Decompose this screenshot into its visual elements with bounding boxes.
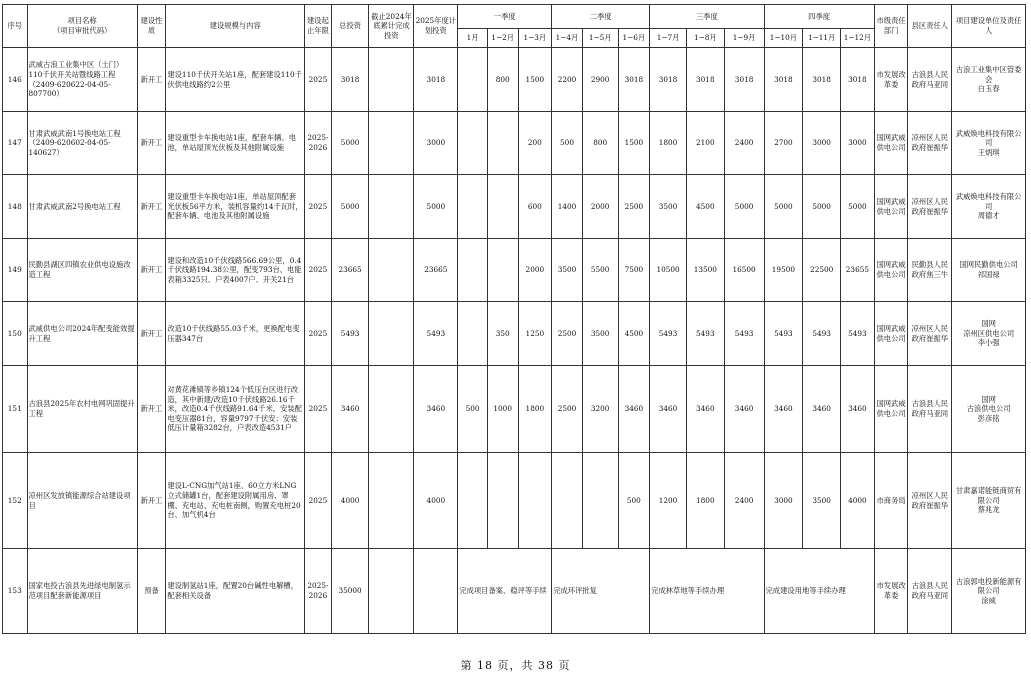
header-seq: 序号 [3,5,28,48]
header-month: 1−7月 [650,29,687,48]
row-project-name: 甘肃武威武南1号换电站工程（2409-620602-04-05-140627） [27,112,137,175]
row-month-value: 2500 [618,175,650,239]
row-month-value: 1200 [650,453,687,549]
row-cum2024 [369,112,414,175]
row-period: 2025 [305,48,332,112]
row-content: 建设L-CNG加气站1座、60立方米LNG立式储罐1台，配套建设附属用房、罩棚、充电站、充电桩南侧，购置充电桩20台、加气机4台 [166,453,305,549]
row-q1-text: 完成项目备案、稳评等手续 [458,549,552,634]
row-project-name: 甘肃武威武南2号换电站工程 [27,175,137,239]
header-dept: 市级责任部门 [874,5,908,48]
row-plan2025: 3000 [414,112,458,175]
row-month-value: 5000 [764,175,803,239]
row-seq: 150 [3,302,28,366]
row-unit: 国网民勤供电公司 祁国禄 [952,239,1026,302]
row-period: 2025 [305,302,332,366]
row-month-value: 3018 [724,48,764,112]
row-month-value: 3500 [552,239,583,302]
row-nature: 预备 [137,549,166,634]
table-row [3,366,1026,453]
row-nature: 新开工 [137,112,166,175]
row-month-value: 500 [618,453,650,549]
row-dept: 市发展改革委 [874,549,908,634]
row-month-value: 4500 [686,175,724,239]
header-month: 1月 [458,29,488,48]
row-cum2024 [369,175,414,239]
row-project-name: 古浪县2025年农村电网巩固提升工程 [27,366,137,453]
row-month-value: 3460 [686,366,724,453]
row-plan2025 [414,549,458,634]
row-nature: 新开工 [137,48,166,112]
row-unit: 国网 古浪供电公司 彭彦铭 [952,366,1026,453]
row-total: 35000 [331,549,369,634]
row-content: 建设和改造10千伏线路566.69公里，0.4千伏线路194.38公里，配变793台、电能表箱3325只、户表4007户、开关21台 [166,239,305,302]
header-month: 1−10月 [764,29,803,48]
row-month-value: 4500 [618,302,650,366]
row-month-value [458,453,488,549]
row-county: 凉州区人民政府崔振华 [908,112,952,175]
row-nature: 新开工 [137,453,166,549]
row-period: 2025 [305,239,332,302]
row-unit: 武威焕电科技有限公司 周德才 [952,175,1026,239]
row-nature: 新开工 [137,175,166,239]
row-month-value [458,175,488,239]
row-month-value: 1500 [518,48,552,112]
header-county: 县区责任人 [908,5,952,48]
header-row-top [3,5,1026,29]
row-total: 4000 [331,453,369,549]
page-footer: 第 18 页，共 38 页 [460,659,571,672]
row-unit: 古浪工业集中区管委会 白玉春 [952,48,1026,112]
row-dept: 国网武威供电公司 [874,112,908,175]
row-seq: 148 [3,175,28,239]
row-month-value: 2900 [582,48,618,112]
row-project-name: 民勤县湖区四镇农业供电设施改造工程 [27,239,137,302]
table-row [3,302,1026,366]
row-month-value: 3018 [764,48,803,112]
row-content: 建设110千伏开关站1座，配套建设110千伏供电线路约2公里 [166,48,305,112]
row-month-value [458,239,488,302]
row-month-value: 500 [458,366,488,453]
header-q1: 一季度 [458,5,552,29]
row-project-name: 武威供电公司2024年配变能效提升工程 [27,302,137,366]
row-q4-text: 完成建设用地等手续办理 [764,549,874,634]
row-month-value: 3460 [724,366,764,453]
row-total: 5000 [331,175,369,239]
row-month-value: 800 [487,48,518,112]
header-month: 1−8月 [686,29,724,48]
table-row [3,239,1026,302]
row-plan2025: 5493 [414,302,458,366]
row-month-value: 3018 [686,48,724,112]
row-unit: 甘肃嘉诺能链商贸有限公司 蔡兆龙 [952,453,1026,549]
row-month-value: 7500 [618,239,650,302]
row-month-value [552,453,583,549]
row-month-value [487,112,518,175]
row-month-value: 16500 [724,239,764,302]
row-month-value: 5000 [724,175,764,239]
row-month-value: 5493 [650,302,687,366]
row-month-value: 5493 [724,302,764,366]
row-month-value [458,112,488,175]
table-body [3,48,1026,634]
row-dept: 国网武威供电公司 [874,239,908,302]
header-q4: 四季度 [764,5,874,29]
row-month-value: 350 [487,302,518,366]
header-project-name: 项目名称 （项目审批代码） [27,5,137,48]
row-month-value: 3018 [618,48,650,112]
row-month-value [487,239,518,302]
row-dept: 国网武威供电公司 [874,302,908,366]
row-plan2025: 5000 [414,175,458,239]
row-cum2024 [369,48,414,112]
row-nature: 新开工 [137,239,166,302]
header-plan2025: 2025年度计划投资 [414,5,458,48]
row-q3-text: 完成林草地等手续办理 [650,549,764,634]
row-period: 2025 [305,366,332,453]
header-q3: 三季度 [650,5,764,29]
row-month-value: 3000 [764,453,803,549]
table-row [3,112,1026,175]
header-month: 1−6月 [618,29,650,48]
row-county: 凉州区人民政府崔振华 [908,175,952,239]
row-month-value: 2700 [764,112,803,175]
row-q2-text: 完成环评批复 [552,549,650,634]
row-month-value: 5493 [803,302,841,366]
row-seq: 152 [3,453,28,549]
row-month-value: 3500 [650,175,687,239]
row-seq: 147 [3,112,28,175]
row-month-value: 2500 [552,302,583,366]
row-month-value [582,453,618,549]
row-month-value [458,48,488,112]
row-seq: 146 [3,48,28,112]
row-month-value: 23655 [841,239,875,302]
row-county: 古浪县人民政府马亚同 [908,48,952,112]
row-total: 3460 [331,366,369,453]
row-month-value [458,302,488,366]
row-unit: 国网 凉州区供电公司 李小强 [952,302,1026,366]
row-month-value: 5000 [803,175,841,239]
row-dept: 市发展改革委 [874,48,908,112]
row-project-name: 国家电投古浪县先进绿电制氢示范项目配套新能源项目 [27,549,137,634]
row-plan2025: 4000 [414,453,458,549]
table-row [3,48,1026,112]
row-cum2024 [369,549,414,634]
header-nature: 建设性质 [137,5,166,48]
row-unit: 武威焕电科技有限公司 王炳琪 [952,112,1026,175]
row-month-value: 3500 [803,453,841,549]
row-month-value: 2000 [582,175,618,239]
row-month-value: 13500 [686,239,724,302]
row-month-value: 800 [582,112,618,175]
row-month-value: 3460 [803,366,841,453]
row-total: 5000 [331,112,369,175]
row-period: 2025 [305,453,332,549]
row-plan2025: 3460 [414,366,458,453]
row-content: 建设制氢站1座，配置20台碱性电解槽，配套相关设备 [166,549,305,634]
header-period: 建设起止年限 [305,5,332,48]
row-month-value: 19500 [764,239,803,302]
row-total: 5493 [331,302,369,366]
row-dept: 国网武威供电公司 [874,175,908,239]
row-month-value: 2000 [518,239,552,302]
row-month-value: 1800 [650,112,687,175]
row-month-value [487,453,518,549]
row-month-value: 1400 [552,175,583,239]
row-total: 3018 [331,48,369,112]
row-month-value: 5493 [841,302,875,366]
row-month-value: 3460 [841,366,875,453]
row-month-value: 3500 [582,302,618,366]
row-county: 民勤县人民政府焦三牛 [908,239,952,302]
header-content: 建设规模与内容 [166,5,305,48]
row-plan2025: 3018 [414,48,458,112]
header-month: 1−11月 [803,29,841,48]
row-month-value: 3460 [764,366,803,453]
row-cum2024 [369,302,414,366]
row-project-name: 凉州区发放镇能源综合站建设项目 [27,453,137,549]
row-content: 对黄花滩镇等乡镇124个低压台区进行改造，其中新建/改造10千伏线路26.16千米，改造0.4千伏线路91.64千米，安装配电变压器81台，容量9797千伏安；安装低压计量箱3282台，户表改造4531户 [166,366,305,453]
row-month-value: 1800 [518,366,552,453]
header-q2: 二季度 [552,5,650,29]
row-plan2025: 23665 [414,239,458,302]
row-month-value: 1000 [487,366,518,453]
header-month: 1−12月 [841,29,875,48]
row-period: 2025-2026 [305,549,332,634]
row-month-value: 1250 [518,302,552,366]
row-month-value: 500 [552,112,583,175]
header-unit: 项目建设单位及责任人 [952,5,1026,48]
row-month-value: 3460 [650,366,687,453]
row-unit: 古浪郭电投新能源有限公司 涂威 [952,549,1026,634]
row-month-value: 2100 [686,112,724,175]
row-dept: 市商务局 [874,453,908,549]
row-county: 古浪县人民政府马亚同 [908,549,952,634]
row-month-value: 5000 [841,175,875,239]
row-month-value: 2400 [724,453,764,549]
row-month-value: 1500 [618,112,650,175]
header-month: 1−5月 [582,29,618,48]
row-month-value: 5493 [686,302,724,366]
row-month-value: 3000 [841,112,875,175]
row-month-value: 2500 [552,366,583,453]
table-row [3,175,1026,239]
row-county: 凉州区人民政府崔振华 [908,453,952,549]
row-content: 建设重型卡车换电站1座，配套车辆、电池，单站屋顶光伏板及其他附属设施 [166,112,305,175]
row-month-value: 5500 [582,239,618,302]
row-cum2024 [369,453,414,549]
row-month-value: 3018 [841,48,875,112]
row-cum2024 [369,366,414,453]
header-month: 1−9月 [724,29,764,48]
table-row [3,549,1026,634]
row-month-value: 10500 [650,239,687,302]
table-row [3,453,1026,549]
row-dept: 国网武威供电公司 [874,366,908,453]
header-cum2024: 截止2024年底累计完成投资 [369,5,414,48]
row-content: 改造10千伏线路55.03千米，更换配电变压器347台 [166,302,305,366]
row-month-value: 3200 [582,366,618,453]
row-nature: 新开工 [137,366,166,453]
row-month-value: 3018 [803,48,841,112]
row-content: 建设重型卡车换电站1座，单站屋顶配套光伏板56平方米，装机容量约14千瓦时，配套车辆、电池及其他附属设施 [166,175,305,239]
header-month: 1−4月 [552,29,583,48]
row-project-name: 武威古浪工业集中区（土门）110千伏开关站暨线路工程（2409-620622-04-05-807700） [27,48,137,112]
row-seq: 153 [3,549,28,634]
row-month-value: 22500 [803,239,841,302]
row-nature: 新开工 [137,302,166,366]
row-county: 凉州区人民政府崔振华 [908,302,952,366]
row-seq: 151 [3,366,28,453]
row-seq: 149 [3,239,28,302]
row-month-value: 600 [518,175,552,239]
row-month-value: 2200 [552,48,583,112]
row-period: 2025 [305,175,332,239]
row-period: 2025-2026 [305,112,332,175]
row-month-value: 200 [518,112,552,175]
row-month-value: 3460 [618,366,650,453]
investment-table [2,4,1026,634]
header-total: 总投资 [331,5,369,48]
row-month-value: 3018 [650,48,687,112]
row-month-value: 2400 [724,112,764,175]
row-month-value [487,175,518,239]
row-total: 23665 [331,239,369,302]
row-month-value: 3000 [803,112,841,175]
row-cum2024 [369,239,414,302]
header-month: 1−3月 [518,29,552,48]
row-county: 古浪县人民政府马亚同 [908,366,952,453]
header-month: 1−2月 [487,29,518,48]
row-month-value: 5493 [764,302,803,366]
row-month-value: 1800 [686,453,724,549]
row-month-value [518,453,552,549]
row-month-value: 4000 [841,453,875,549]
